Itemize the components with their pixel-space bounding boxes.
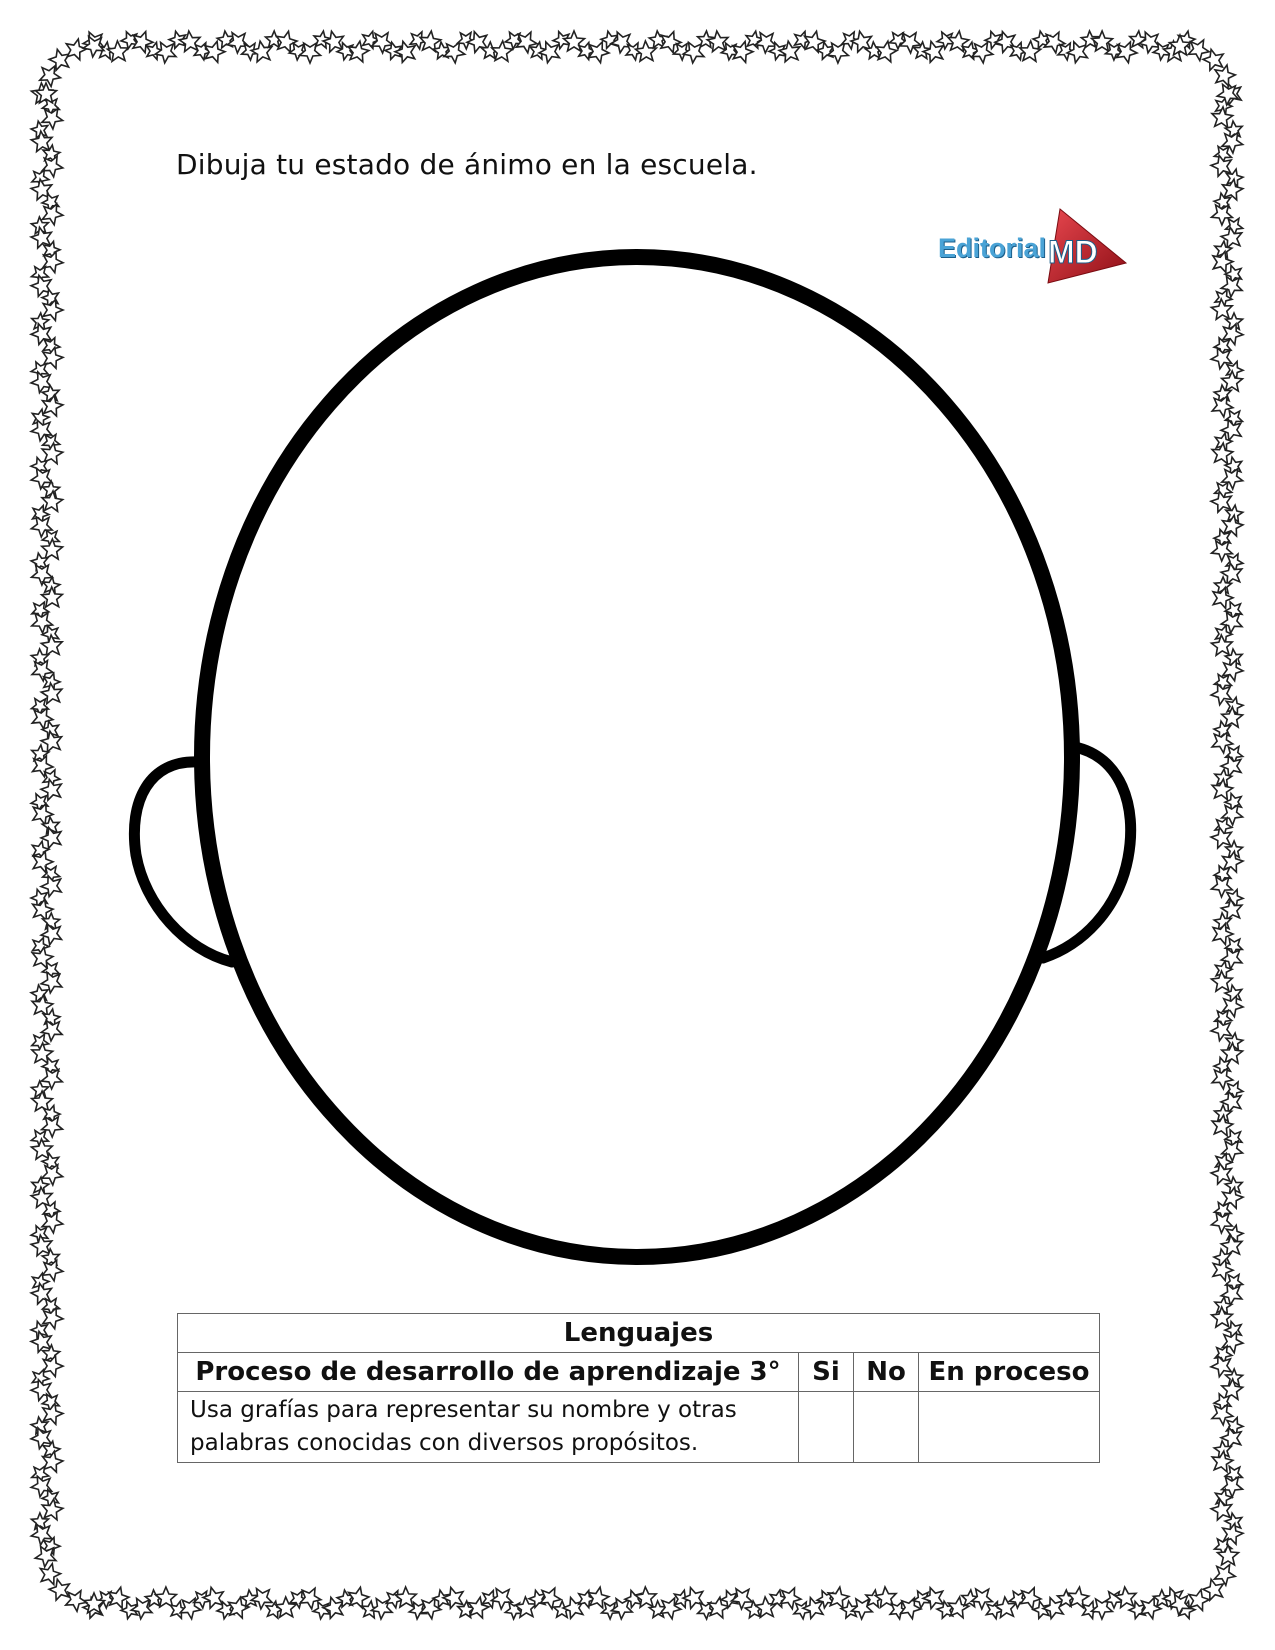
subject-title: Lenguajes (178, 1314, 1100, 1353)
head-outline (202, 257, 1072, 1257)
header-si: Si (799, 1353, 854, 1392)
header-process: Proceso de desarrollo de aprendizaje 3° (178, 1353, 799, 1392)
header-no: No (854, 1353, 919, 1392)
evaluation-table (177, 1313, 1100, 1463)
instruction-text: Dibuja tu estado de ánimo en la escuela. (176, 148, 758, 181)
criterion-cell: Usa grafías para representar su nombre y otras palabras conocidas con diversos propósitos. (178, 1392, 799, 1463)
header-en-proceso: En proceso (919, 1353, 1100, 1392)
si-checkbox-cell[interactable] (799, 1392, 854, 1463)
logo-text: Editorial (938, 233, 1047, 263)
logo-mark: MD (1048, 234, 1098, 270)
table-row (178, 1392, 1100, 1463)
no-checkbox-cell[interactable] (854, 1392, 919, 1463)
en-proceso-checkbox-cell[interactable] (919, 1392, 1100, 1463)
